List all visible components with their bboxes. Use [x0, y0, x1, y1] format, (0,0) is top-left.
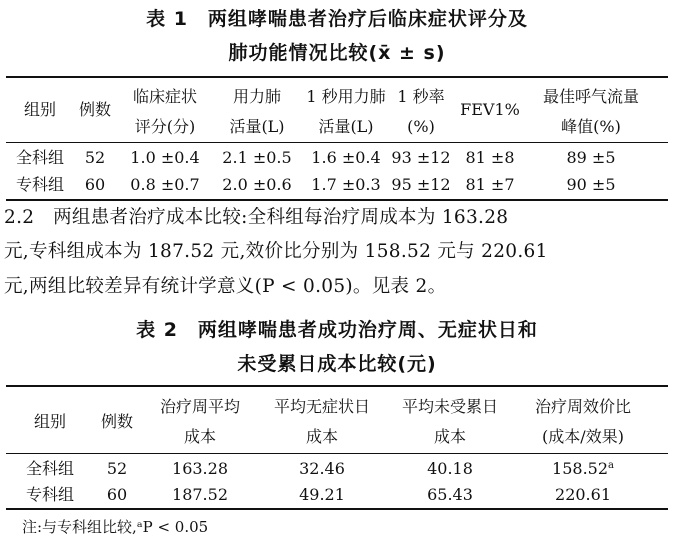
table2-header-count: 例数 [100, 412, 134, 431]
table2-caption-line2: 未受累日成本比较(元) [237, 353, 437, 375]
table1-header-rate: 1 秒率 [397, 87, 445, 106]
table1-row-fev1: 1.6 ±0.4 [311, 148, 381, 167]
table1-row-pef: 89 ±5 [566, 148, 616, 167]
significance-mark: a [608, 460, 614, 471]
ratio-value: 220.61 [555, 485, 611, 504]
table1-top-rule [6, 76, 668, 78]
table2-header-ratio: 治疗周效价比 [534, 397, 632, 416]
table1-row-pef: 90 ±5 [566, 175, 616, 194]
table2-header-unaffected-unit: 成本 [433, 427, 467, 446]
table1-caption-line2: 肺功能情况比较(x̄ ± s) [228, 42, 446, 64]
table1-row-symptom: 0.8 ±0.7 [130, 175, 200, 194]
table1-row-fev1: 1.7 ±0.3 [311, 175, 381, 194]
table2-row-group: 专科组 [25, 485, 75, 504]
table2-header-free-unit: 成本 [305, 427, 339, 446]
table2-header-ratio-unit: (成本/效果) [542, 427, 624, 446]
body-text-line1: 2.2 两组患者治疗成本比较:全科组每治疗周成本为 163.28 [4, 207, 509, 228]
table2-header-rule [6, 453, 668, 454]
table2-row-ratio [555, 485, 611, 505]
table2-header-week: 治疗周平均 [159, 397, 241, 416]
table1-row-count: 60 [84, 175, 106, 194]
table2-row-unaffected: 65.43 [427, 485, 473, 504]
table1-header-group: 组别 [23, 100, 57, 119]
table2-row-free: 32.46 [299, 459, 345, 478]
table1-header-rule [6, 142, 668, 143]
table1-header-symptom-unit: 评分(分) [134, 117, 196, 136]
table2-row-unaffected: 40.18 [427, 459, 473, 478]
table2-row-week: 187.52 [172, 485, 228, 504]
table1-header-vc-unit: 活量(L) [229, 117, 285, 136]
table1-row-symptom: 1.0 ±0.4 [130, 148, 200, 167]
table1-row-rate: 93 ±12 [391, 148, 451, 167]
table2-header-group: 组别 [33, 412, 67, 431]
table1-header-symptom: 临床症状 [132, 87, 198, 106]
table1-bottom-rule [6, 199, 668, 201]
table1-header-vc: 用力肺 [232, 87, 282, 106]
table2-row-group: 全科组 [25, 459, 75, 478]
table1-row-fev1pct: 81 ±8 [465, 148, 515, 167]
table2-row-week: 163.28 [172, 459, 228, 478]
table1-row-fev1pct: 81 ±7 [465, 175, 515, 194]
body-text-line2: 元,专科组成本为 187.52 元,效价比分别为 158.52 元与 220.61 [4, 241, 548, 262]
table2-caption-line1: 表 2 两组哮喘患者成功治疗周、无症状日和 [136, 319, 538, 341]
table1-header-fev1-unit: 活量(L) [318, 117, 374, 136]
table1-header-pef-unit: 峰值(%) [561, 117, 621, 136]
table2-bottom-rule [6, 508, 668, 510]
table2-row-free: 49.21 [299, 485, 345, 504]
body-text-line3: 元,两组比较差异有统计学意义(P < 0.05)。见表 2。 [4, 276, 447, 297]
table2-footnote: 注:与专科组比较,ᵃP < 0.05 [22, 518, 209, 536]
table2-row-count: 52 [106, 459, 128, 478]
table2-row-ratio [552, 459, 614, 479]
table2-header-unaffected: 平均未受累日 [401, 397, 499, 416]
table1-header-fev1: 1 秒用力肺 [306, 87, 386, 106]
table2-header-week-unit: 成本 [183, 427, 217, 446]
table1-row-group: 专科组 [15, 175, 65, 194]
table2-header-free: 平均无症状日 [273, 397, 371, 416]
table1-row-rate: 95 ±12 [391, 175, 451, 194]
table1-row-vc: 2.1 ±0.5 [222, 148, 292, 167]
table2-row-count: 60 [106, 485, 128, 504]
table1-row-vc: 2.0 ±0.6 [222, 175, 292, 194]
table1-row-count: 52 [84, 148, 106, 167]
table2-top-rule [6, 385, 668, 387]
table1-header-rate-unit: (%) [407, 117, 435, 136]
ratio-value: 158.52 [552, 459, 609, 478]
table1-row-group: 全科组 [15, 148, 65, 167]
table1-header-count: 例数 [78, 100, 112, 119]
table1-header-pef: 最佳呼气流量 [542, 87, 640, 106]
table1-caption-line1: 表 1 两组哮喘患者治疗后临床症状评分及 [146, 8, 528, 30]
table1-header-fev1pct: FEV1% [460, 100, 520, 119]
